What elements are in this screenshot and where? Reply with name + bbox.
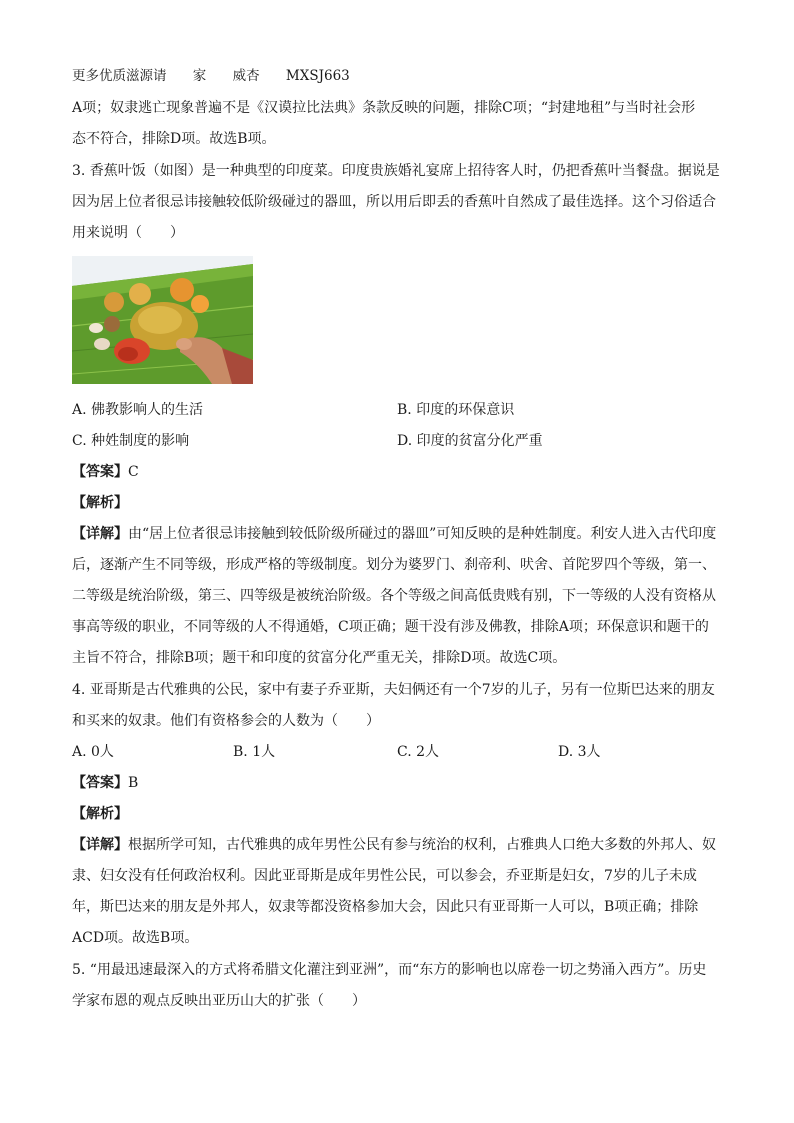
analysis-label: 【解析】 (72, 806, 128, 822)
question-3-stem: 因为居上位者很忌讳接触较低阶级碰过的器皿，所以用后即丢的香蕉叶自然成了最佳选择。这个习俗适合 (72, 194, 716, 210)
answer-value: B (128, 775, 139, 791)
option-d: D. 3人 (558, 744, 601, 760)
option-a: A. 佛教影响人的生活 (72, 402, 204, 418)
option-c: C. 2人 (397, 744, 440, 760)
detail-line: 主旨不符合，排除B项；题干和印度的贫富分化严重无关，排除D项。故选C项。 (72, 650, 567, 666)
detail-line (72, 524, 716, 544)
detail-line: ACD项。故选B项。 (72, 930, 199, 946)
detail-text: 由“居上位者很忌讳接触到较低阶级所碰过的器皿”可知反映的是种姓制度。利安人进入古代印度 (128, 526, 717, 542)
option-d: D. 印度的贫富分化严重 (397, 433, 543, 449)
answer-value: C (128, 464, 139, 480)
option-a: A. 0人 (72, 744, 114, 760)
answer-label: 【答案】 (72, 775, 128, 791)
page-header (72, 66, 372, 86)
header-part: 更多优质滋源请 (72, 68, 167, 84)
answer-label: 【答案】 (72, 464, 128, 480)
detail-text: 根据所学可知，古代雅典的成年男性公民有参与统治的权利，占雅典人口绝大多数的外邦人、奴 (128, 837, 716, 853)
question-3-stem: 3. 香蕉叶饭（如图）是一种典型的印度菜。印度贵族婚礼宴席上招待客人时，仍把香蕉叶当餐盘。据说是 (72, 163, 720, 179)
option-c: C. 种姓制度的影响 (72, 433, 190, 449)
question-4-stem: 和买来的奴隶。他们有资格参会的人数为（ ） (72, 713, 380, 729)
question-5-stem: 学家布恩的观点反映出亚历山大的扩张（ ） (72, 993, 366, 1009)
header-part: 家 (192, 68, 207, 84)
detail-line: 后，逐渐产生不同等级，形成严格的等级制度。划分为婆罗门、刹帝利、吠舍、首陀罗四个等级，第一、 (72, 557, 716, 573)
detail-line (72, 835, 716, 855)
option-b: B. 印度的环保意识 (397, 402, 515, 418)
question-4-stem: 4. 亚哥斯是古代雅典的公民，家中有妻子乔亚斯，夫妇俩还有一个7岁的儿子，另有一位斯巴达来的朋友 (72, 682, 715, 698)
detail-label: 【详解】 (72, 837, 128, 853)
header-part: 威杏 (232, 68, 260, 84)
analysis-label: 【解析】 (72, 495, 128, 511)
answer-line (72, 773, 138, 793)
detail-line: 二等级是统治阶级，第三、四等级是被统治阶级。各个等级之间高低贵贱有别，下一等级的人没有资格从 (72, 588, 716, 604)
prev-answer-line: 态不符合，排除D项。故选B项。 (72, 131, 276, 147)
option-b: B. 1人 (233, 744, 276, 760)
question-5-stem: 5. “用最迅速最深入的方式将希腊文化灌注到亚洲”，而“东方的影响也以席卷一切之势涌入西方”。历史 (72, 962, 707, 978)
detail-line: 事高等级的职业，不同等级的人不得通婚，C项正确；题干没有涉及佛教，排除A项；环保意识和题干的 (72, 619, 709, 635)
answer-line (72, 462, 139, 482)
prev-answer-line: A项；奴隶逃亡现象普遍不是《汉谟拉比法典》条款反映的问题，排除C项；“封建地租”与当时社会形 (72, 100, 696, 116)
question-3-stem: 用来说明（ ） (72, 225, 184, 241)
header-part: MXSJ663 (285, 68, 350, 84)
detail-line: 隶、妇女没有任何政治权利。因此亚哥斯是成年男性公民，可以参会，乔亚斯是妇女，7岁的儿子未成 (72, 868, 697, 884)
detail-label: 【详解】 (72, 526, 128, 542)
detail-line: 年，斯巴达来的朋友是外邦人，奴隶等都没资格参加大会，因此只有亚哥斯一人可以，B项正确；排除 (72, 899, 699, 915)
banana-leaf-rice-photo (72, 256, 253, 384)
